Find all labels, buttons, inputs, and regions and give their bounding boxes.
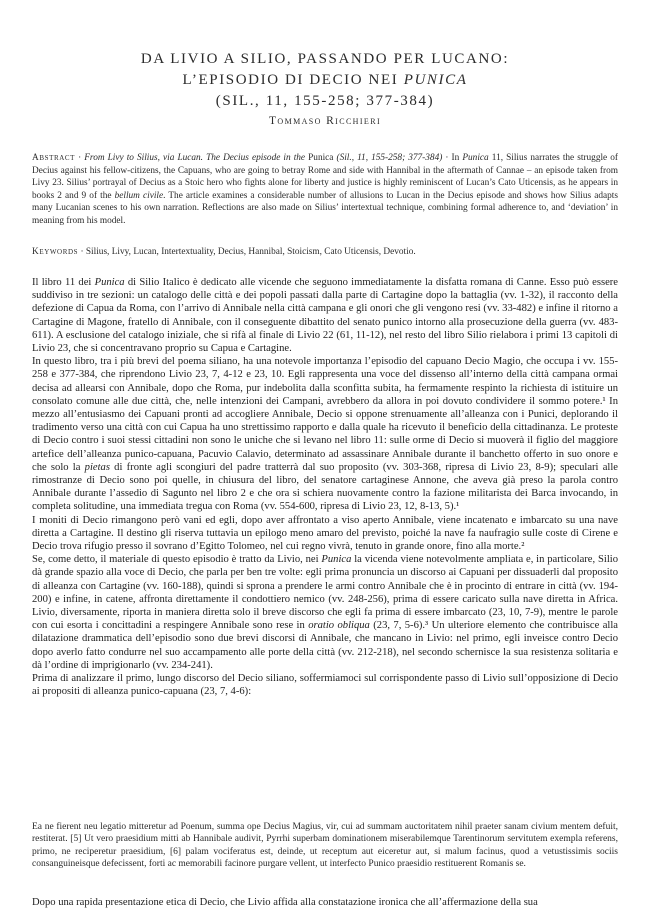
p1-punica: Punica <box>94 277 125 288</box>
abstract-punica: Punica <box>462 153 489 163</box>
latin-quotation: Ea ne fierent neu legatio mitteretur ad Poenum, summa ope Decius Magius, vir, cui ad summam auctoritatem nihil praeter sanam civium mentem defuit, restiterat. [5] Ut vero praesidium mitti ab Hannibale audivit, Pyrrhi superbam dominationem miserabilemque Tarentinorum servitutem exempla referens, primo, ne reciperetur praesidium, [6] palam vociferatus est, deinde, ut receptum aut eiceretur aut, si malum facinus, quod a vetustissimis sociis consanguineisque defecissent, forti ac memorabili facinore purgare vellent, ut interfecto Punico praesidio restituerent Romanis se. <box>32 822 618 870</box>
title-line2-italic: PUNICA <box>403 72 468 88</box>
keywords-text: Silius, Livy, Lucan, Intertextuality, Decius, Hannibal, Stoicism, Cato Uticensis, Devotio. <box>85 247 416 257</box>
continuation-line: Dopo una rapida presentazione etica di Decio, che Livio affida alla constatazione ironica che all’affermazione della sua <box>32 897 538 908</box>
p4-oratio: oratio obliqua <box>308 620 370 632</box>
abstract <box>32 152 618 228</box>
paragraph-2 <box>32 355 618 513</box>
p1-text-b: di Silio Italico è dedicato alle vicende che seguono immediatamente la disfatta romana di Canne. Esso può essere suddiviso in tre sezioni: un catalogo delle città e dei popoli passati dalla parte di Cartagine dopo la battaglia (vv. 1-32), il racconto della defezione di Capua da Roma, con l’arrivo di Annibale nella città campana e gli onori che gli vengono resi (vv. 33-482) e infine il ritorno a Cartagine di Magone, fratello di Annibale, con il conseguente dibattito del senato punico intorno alla prosecuzione della guerra (vv. 483-611). A esclusione del catalogo iniziale, che si rifà al finale di Livio 22 (61, 11-12), nel resto del libro Silio rielabora i primi 13 capitoli di Livio 23, che si concentravano proprio su Capua e Cartagine. <box>32 277 618 355</box>
author-name: Tommaso Ricchieri <box>268 115 382 127</box>
p4-text-c: (23, 7, 5-6).³ Un ulteriore elemento che contribuisce alla dilatazione drammatica dell’episodio sono due brevi discorsi di Annibale, che mancano in Livio: nel primo, egli inveisce contro Decio dopo averlo fatto condurre nel suo accampamento alle porte della città (vv. 212-218), nel secondo schernisce la sua resistenza solitaria e dà l’ordine di imprigionarlo (vv. 234-241). <box>32 620 619 671</box>
abstract-title-a: From Livy to Silius, via Lucan. The Decius episode in the <box>84 153 306 163</box>
abstract-label: Abstract <box>32 153 76 163</box>
p4-punica: Punica <box>321 554 352 566</box>
p2-text: In questo libro, tra i più brevi del poema siliano, ha una notevole importanza l’episodio del capuano Decio Magio, che occupa i vv. 155-258 e 377-384, che riprendono Livio 23, 7, 4-12 e 23, 10. Egli rappresenta una voce del dissenso all’interno della città campana ormai decisa ad allearsi con Annibale, dopo che Roma, pur indebolita dalla sconfitta subita, ha fermamente respinto la richiesta di istituire un consolato comune alle due città, che, nelle intenzioni dei Campani, avrebbero da allora in poi dovuto condividere il sommo potere.¹ In mezzo all’entusiasmo dei Capuani pronti ad accogliere Annibale, Decio si oppone strenuamente all’alleanza con i Punici, deplorando il tradimento verso una città con cui Capua ha uno strettissimo rapporto e dalla quale ha ricevuto il beneficio della cittadinanza. Le proteste di Decio contro i suoi stessi cittadini non sono le uniche che si levano nel libro 11: sulle orme di Decio si muoverà il figlio del maggiore artefice dell’alleanza punico-capuana, Pacuvio Calavio, determinato ad assassinare Annibale durante il banchetto offerto in suo onore e che solo la <box>32 356 618 473</box>
p1-text-a: Il libro 11 dei <box>32 277 95 288</box>
abstract-title-punica: Punica <box>305 153 337 163</box>
abstract-text-c: . The article examines a considerable number of allusions to Lucan in the Decius episode and shows how Silius adapts many Lucanian scenes to his own narration. Reflections are also made on Silius’ intertextual technique, combining formal adherence to, and ‘deviation’ in meaning from his model. <box>32 190 618 226</box>
article-title-line3: (SIL., 11, 155-258; 377-384) <box>215 93 435 109</box>
abstract-bellum: bellum civile <box>114 190 164 201</box>
title-line2-prefix: L’EPISODIO DI DECIO NEI <box>182 72 404 88</box>
abstract-text-b: 11, Silius narrates the struggle of Decius against his fellow-citizens, the Capuans, who are going to betray Rome and side with Hannibal in the aftermath of Cannae – an episode taken from Livy 23. Silius’ portrayal of Decius as a Stoic hero who fights alone for liberty and justice is highly reminiscent of Lucan’s Cato Uticensis, as he appears in books 2 and 9 of the <box>32 153 618 201</box>
body-text <box>32 276 618 699</box>
paragraph-1 <box>32 276 618 355</box>
keywords-label: Keywords <box>32 247 79 257</box>
keywords <box>32 246 618 259</box>
paragraph-5: Prima di analizzare il primo, lungo discorso del Decio siliano, soffermiamoci sul corrispondente passo di Livio sull’opposizione di Decio ai propositi di alleanza punico-capuana (23, 7, 4-6): <box>32 673 618 698</box>
paragraph-4 <box>32 553 618 672</box>
article-title-line1: DA LIVIO A SILIO, PASSANDO PER LUCANO: <box>140 51 510 67</box>
p2-pietas: pietas <box>84 461 110 473</box>
paragraph-3: I moniti di Decio rimangono però vani ed egli, dopo aver affrontato a viso aperto Annibale, viene incatenato e imbarcato su una nave diretta a Cartagine. Il destino gli riserva tuttavia un epilogo meno amaro del previsto, poiché la nave fa naufragio sulle coste di Cirene e Decio trova rifugio presso il sovrano d’Egitto Tolomeo, nel cui regno vivrà, tenuto in grande onore, fino alla morte.² <box>32 514 618 553</box>
p2-text-b: di fronte agli scongiuri del padre tratterrà dal suo proposito (vv. 303-368, ripresa di Livio 23, 8-9); speculari alle rimostranze di Decio sono poi quelle, in chiusura del libro, del senatore cartaginese Annone, che aveva già preso la parola contro Annibale durante l’assedio di Sagunto nel libro 2 e che ora si schiera nuovamente contro la fazione militarista dei Barca invocando, in completa solitudine, una immediata tregua con Roma (vv. 554-600, ripresa di Livio 23, 12, 8-13, 5).¹ <box>32 461 619 513</box>
p4-text-b: la vicenda viene notevolmente ampliata e, in particolare, Silio dà grande spazio alla voce di Decio, che parla per ben tre volte: egli prima pronuncia un discorso ai Capuani per dissuaderli dal proposito di alleanza con Cartagine (vv. 160-188), quindi si sprona a prendere le armi contro Annibale che è in procinto di entrare in città (vv. 194-200) e infine, in catene, affronta direttamente il condottiero nemico (vv. 248-256), prima di essere caricato sulla nave diretta in Africa. Livio, diversamente, riporta in maniera diretta solo il breve discorso che egli fa prima di essere imbarcato (23, 10, 7-9), mentre le parole con cui esorta i concittadini a respingere Annibale sono rese in <box>32 554 618 632</box>
abstract-text-a: · In <box>442 153 463 163</box>
p4-text-a: Se, come detto, il materiale di questo episodio è tratto da Livio, nei <box>32 554 322 566</box>
article-title-line2 <box>32 71 618 89</box>
abstract-sep: · <box>75 153 85 163</box>
keywords-sep: · <box>78 247 86 257</box>
abstract-title-b: (Sil., 11, 155-258; 377-384) <box>336 153 443 163</box>
